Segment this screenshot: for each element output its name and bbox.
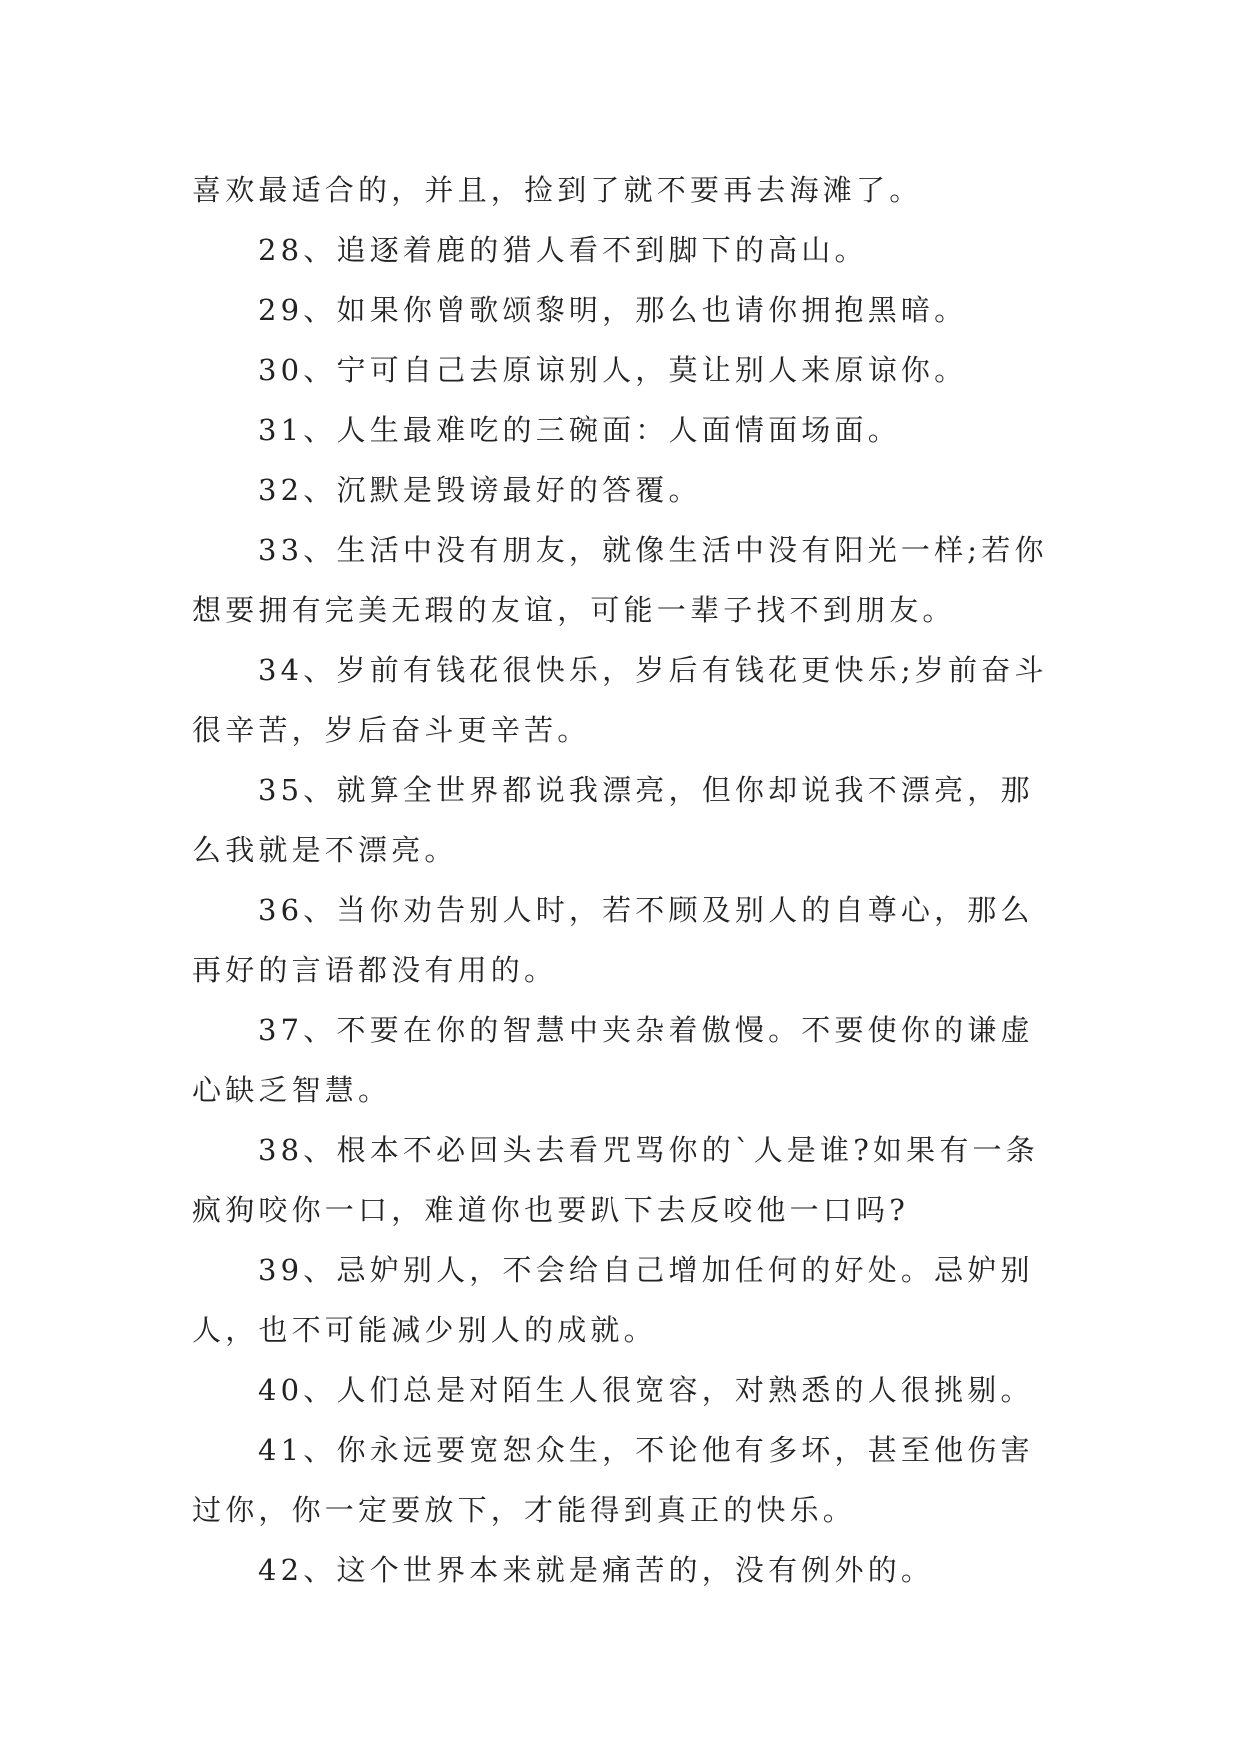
paragraph-item-31: 31、人生最难吃的三碗面：人面情面场面。 — [258, 413, 901, 447]
paragraph-item-33: 33、生活中没有朋友，就像生活中没有阳光一样;若你想要拥有完美无瑕的友谊，可能一辈子找不到朋友。 — [192, 533, 1048, 627]
paragraph-item-36: 36、当你劝告别人时，若不顾及别人的自尊心，那么再好的言语都没有用的。 — [192, 893, 1034, 987]
paragraph-item-40: 40、人们总是对陌生人很宽容，对熟悉的人很挑剔。 — [258, 1373, 1034, 1407]
paragraph-item-28: 28、追逐着鹿的猎人看不到脚下的高山。 — [258, 233, 868, 267]
paragraph-item-34: 34、岁前有钱花很快乐，岁后有钱花更快乐;岁前奋斗很辛苦，岁后奋斗更辛苦。 — [192, 653, 1048, 747]
paragraph-item-42: 42、这个世界本来就是痛苦的，没有例外的。 — [258, 1553, 935, 1587]
paragraph-item-41: 41、你永远要宽恕众生，不论他有多坏，甚至他伤害过你，你一定要放下，才能得到真正的快乐。 — [192, 1433, 1034, 1527]
paragraph-item-29: 29、如果你曾歌颂黎明，那么也请你拥抱黑暗。 — [258, 293, 968, 327]
paragraph-item-39: 39、忌妒别人，不会给自己增加任何的好处。忌妒别人，也不可能减少别人的成就。 — [192, 1253, 1034, 1347]
paragraph-item-32: 32、沉默是毁谤最好的答覆。 — [258, 473, 702, 507]
document-body — [192, 160, 1062, 1600]
paragraph-item-37: 37、不要在你的智慧中夹杂着傲慢。不要使你的谦虚心缺乏智慧。 — [192, 1013, 1034, 1107]
paragraph-item-30: 30、宁可自己去原谅别人，莫让别人来原谅你。 — [258, 353, 968, 387]
paragraph-continuation: 喜欢最适合的，并且，捡到了就不要再去海滩了。 — [192, 173, 923, 207]
paragraph-item-35: 35、就算全世界都说我漂亮，但你却说我不漂亮，那么我就是不漂亮。 — [192, 773, 1034, 867]
paragraph-item-38: 38、根本不必回头去看咒骂你的`人是谁?如果有一条疯狗咬你一口，难道你也要趴下去反咬他一口吗? — [192, 1133, 1039, 1227]
